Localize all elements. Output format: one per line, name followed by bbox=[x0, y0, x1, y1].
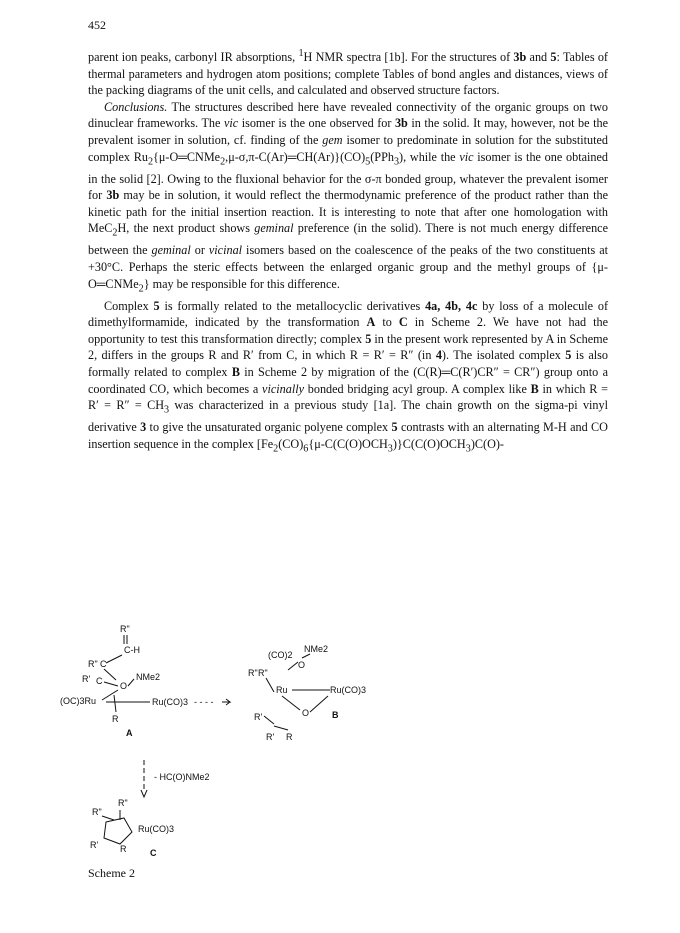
paragraph-complex-5: Complex 5 is formally related to the metallocyclic derivatives 4a, 4b, 4c by loss of a molecule of dimethylformamide, indicated by the transformation A to C in Scheme 2. We have not had the opportunity to test this transformation directly; complex 5 in the present work represented by A in Scheme 2, differs in the groups R and R′ from C, in which R = R′ = R″ (in 4). The isolated complex 5 is also formally related to complex B in Scheme 2 by migration of the (C(R)═C(R′)CR″ = CR″) group onto a coordinated CO, which becomes a vicinally bonded bridging acyl group. A complex like B in which $R = R' = R'' = CH_3$ was characterized in a previous study [1a]. The chain growth on the sigma-pi vinyl derivative 3 to give the unsaturated organic polyene complex 5 contrasts with an alternating M-H and CO insertion sequence in the complex [$Fe_2(CO)_6\{\mu-C(C(O)OCH_3)\}C(C(O)OCH_3)C(O)-$ bbox=[88, 298, 609, 455]
svg-text:NMe2: NMe2 bbox=[304, 644, 329, 654]
svg-text:(OC)3Ru: (OC)3Ru bbox=[60, 696, 97, 706]
svg-text:R': R' bbox=[90, 840, 99, 850]
svg-text:R": R" bbox=[258, 668, 268, 678]
svg-text:Ru: Ru bbox=[276, 685, 288, 695]
svg-text:Ru(CO)3: Ru(CO)3 bbox=[152, 697, 189, 707]
svg-text:- - - -: - - - - bbox=[194, 697, 214, 707]
svg-text:O: O bbox=[120, 681, 128, 691]
conclusions-label: Conclusions. bbox=[104, 99, 168, 114]
svg-text:- HC(O)NMe2: - HC(O)NMe2 bbox=[154, 772, 210, 782]
svg-text:R": R" bbox=[120, 624, 130, 634]
svg-text:B: B bbox=[332, 710, 339, 720]
svg-text:NMe2: NMe2 bbox=[136, 672, 161, 682]
structure-a bbox=[60, 624, 230, 738]
svg-text:C: C bbox=[96, 676, 103, 686]
svg-text:R": R" bbox=[118, 798, 128, 808]
structure-c bbox=[90, 798, 174, 858]
svg-text:R: R bbox=[286, 732, 293, 742]
paragraph-1: parent ion peaks, carbonyl IR absorptions, $^1$H NMR spectra [1b]. For the structures of 3b and 5: Tables of thermal parameters and hydrogen atom positions; complete Tables of bond angles and distances, views of the packing diagrams of the unit cells, and calculated and observed structure factors. bbox=[88, 48, 608, 98]
svg-text:C: C bbox=[100, 659, 107, 669]
reaction-arrow bbox=[141, 760, 210, 797]
svg-text:C-H: C-H bbox=[124, 645, 140, 655]
svg-text:R": R" bbox=[248, 668, 258, 678]
structure-b bbox=[248, 644, 366, 742]
svg-text:O: O bbox=[298, 660, 306, 670]
svg-text:Ru(CO)3: Ru(CO)3 bbox=[138, 824, 175, 834]
svg-text:R': R' bbox=[82, 674, 91, 684]
svg-text:R: R bbox=[120, 844, 127, 854]
paragraph-conclusions: Conclusions. The structures described here have revealed connectivity of the organic groups on two dinuclear frameworks. The vic isomer is the one observed for 3b in the solid. It may, however, not be the prevalent isomer in solution, cf. finding of the gem isomer to predominate in solution for the substituted complex $Ru_2\{\mu-O═CNMe_2,\mu-\sigma,\pi-C(Ar)═CH(Ar)\}(CO)_5(PPh_3)$, while the vic isomer is the one obtained in the solid [2]. Owing to the fluxional behavior for the σ-π bonded group, whatever the prevalent isomer for 3b may be in solution, it would reflect the thermodynamic preference of the product rather than the kinetic path for the initial insertion reaction. It is interesting to note that after one homologation with MeC$_2$H, the next product shows geminal preference (in the solid). There is not much energy difference between the geminal or vicinal isomers based on the coalescence of the peaks of the two constituents at +30°C. Perhaps the steric effects between the enlarged organic group and the methyl groups of {μ-O═CNMe$_2$} may be responsible for this difference. bbox=[88, 99, 608, 295]
svg-text:(CO)2: (CO)2 bbox=[268, 650, 293, 660]
svg-text:R': R' bbox=[266, 732, 275, 742]
svg-text:A: A bbox=[126, 728, 133, 738]
svg-text:R': R' bbox=[254, 712, 263, 722]
svg-text:C: C bbox=[150, 848, 157, 858]
svg-text:R": R" bbox=[88, 659, 98, 669]
scheme-caption: Scheme 2 bbox=[88, 866, 135, 880]
body-text bbox=[88, 46, 608, 458]
scheme-2-diagram bbox=[60, 620, 400, 865]
svg-text:O: O bbox=[302, 708, 310, 718]
page-number: 452 bbox=[88, 18, 106, 32]
svg-text:R": R" bbox=[92, 807, 102, 817]
svg-text:R: R bbox=[112, 714, 119, 724]
svg-text:Ru(CO)3: Ru(CO)3 bbox=[330, 685, 367, 695]
